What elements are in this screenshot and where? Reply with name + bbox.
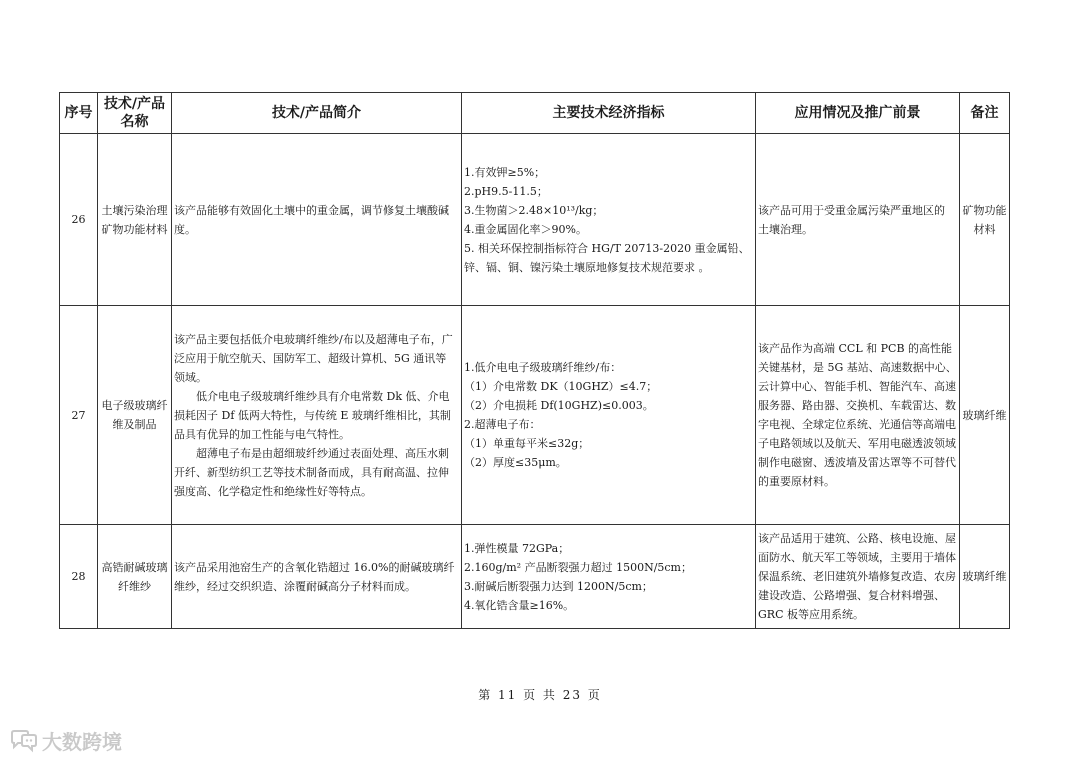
application-line: 关键基材，是 5G 基站、高速数据中心、 (758, 361, 957, 374)
application-line: GRC 板等应用系统。 (758, 608, 864, 621)
indicator-line: 1.弹性模量 72GPa； (464, 541, 570, 555)
header-name-line1: 技术/产品 (103, 96, 166, 112)
row-name-line1: 电子级玻璃纤 (101, 399, 168, 412)
row-indicators (462, 525, 756, 629)
application-line: 子电路领域以及航天、军用电磁透波领域 (758, 437, 956, 450)
indicator-line: （1）介电常数 DK（10GHZ）≤4.7； (464, 380, 658, 393)
indicator-line: 4.氧化锆含量≥16%。 (464, 598, 575, 612)
header-name-line2: 名称 (120, 114, 149, 130)
indicator-line: 3.耐碱后断裂强力达到 1200N/5cm； (464, 579, 653, 593)
intro-line: 领域。 (174, 370, 207, 384)
row-intro (172, 306, 462, 525)
watermark-text: 大数跨境 (42, 730, 122, 754)
indicator-line: 4.重金属固化率＞90%。 (464, 222, 587, 236)
indicator-line: （2）介电损耗 Df(10GHZ)≤0.003。 (464, 399, 654, 412)
chat-bubble-logo-icon (8, 729, 38, 753)
indicator-line: 1.低介电电子级玻璃纤维纱/布： (464, 361, 622, 374)
table-header-row (60, 93, 1010, 134)
intro-line: 该产品采用池窑生产的含氧化锆超过 16.0%的耐碱玻璃纤 (174, 560, 455, 574)
indicator-line: 1.有效钾≥5%； (464, 165, 546, 179)
header-application: 应用情况及推广前景 (756, 93, 960, 134)
application-line: 该产品作为高端 CCL 和 PCB 的高性能 (758, 342, 953, 355)
intro-line: 该产品主要包括低介电玻璃纤维纱/布以及超薄电子布，广 (174, 332, 453, 346)
header-indicators: 主要技术经济指标 (462, 93, 756, 134)
row-seq: 27 (60, 306, 98, 525)
table-row (60, 134, 1010, 306)
table-row (60, 306, 1010, 525)
row-seq: 26 (60, 134, 98, 306)
remark-line1: 玻璃纤维 (962, 408, 1007, 422)
application-line: 字电视、全球定位系统、光通信等高端电 (758, 418, 956, 431)
intro-line: 超薄电子布是由超细玻纤纱通过表面处理、高压水刺 (174, 446, 449, 460)
intro-line: 开纤、新型纺织工艺等技术制备而成，具有耐高温、拉伸 (174, 465, 449, 479)
page-number-footer: 第 11 页 共 23 页 (478, 688, 602, 702)
indicator-line: （2）厚度≤35μm。 (464, 456, 567, 469)
technology-table (59, 92, 1010, 629)
row-remark (960, 525, 1010, 629)
intro-line: 度。 (174, 222, 196, 236)
row-remark (960, 306, 1010, 525)
indicator-line: 锌、镉、铜、镍污染土壤原地修复技术规范要求 。 (464, 260, 710, 274)
remark-line2: 材料 (973, 222, 996, 236)
row-intro (172, 134, 462, 306)
application-line: 面防水、航天军工等领域，主要用于墙体 (758, 551, 956, 564)
row-name-line2: 矿物功能材料 (101, 222, 168, 236)
indicator-line: 3.生物菌＞2.48×10¹³/kg； (464, 203, 604, 217)
row-name (98, 525, 172, 629)
row-name-line1: 高锆耐碱玻璃 (101, 560, 168, 574)
application-line: 云计算中心、智能手机、智能汽车、高速 (758, 380, 956, 393)
row-remark (960, 134, 1010, 306)
indicator-line: （1）单重每平米≤32g； (464, 437, 590, 450)
row-application (756, 306, 960, 525)
row-application (756, 134, 960, 306)
intro-line: 损耗因子 Df 低两大特性，与传统 E 玻璃纤维相比，其制 (174, 408, 451, 422)
application-line: 该产品可用于受重金属污染严重地区的 (758, 203, 945, 217)
application-line: 的重要原材料。 (758, 475, 835, 488)
indicator-line: 2.160g/m² 产品断裂强力超过 1500N/5cm； (464, 560, 692, 574)
row-name-line2: 维及制品 (112, 418, 157, 431)
intro-line: 泛应用于航空航天、国防军工、超级计算机、5G 通讯等 (174, 351, 447, 365)
application-line: 制作电磁窗、透波墙及雷达罩等不可替代 (758, 456, 956, 469)
row-indicators (462, 134, 756, 306)
watermark (8, 726, 122, 755)
indicator-line: 2.超薄电子布： (464, 418, 541, 431)
row-indicators (462, 306, 756, 525)
application-line: 保温系统、老旧建筑外墙修复改造、农房 (758, 570, 956, 583)
application-line: 该产品适用于建筑、公路、核电设施、屋 (758, 532, 956, 545)
application-line: 土壤治理。 (758, 222, 813, 236)
header-seq: 序号 (60, 93, 98, 134)
intro-line: 强度高、化学稳定性和绝缘性好等特点。 (174, 484, 372, 498)
intro-line: 低介电电子级玻璃纤维纱具有介电常数 Dk 低、介电 (174, 389, 450, 403)
header-remark: 备注 (960, 93, 1010, 134)
intro-line: 该产品能够有效固化土壤中的重金属，调节修复土壤酸碱 (174, 203, 449, 217)
intro-line: 品具有优异的加工性能与电气特性。 (174, 427, 350, 441)
header-name (98, 93, 172, 134)
row-name (98, 306, 172, 525)
intro-line: 维纱，经过交织织造、涂覆耐碱高分子材料而成。 (174, 579, 416, 593)
remark-line1: 玻璃纤维 (962, 570, 1007, 583)
indicator-line: 2.pH9.5-11.5； (464, 184, 548, 198)
row-name-line2: 纤维纱 (118, 579, 151, 593)
application-line: 建设改造、公路增强、复合材料增强、 (758, 589, 945, 602)
table-row (60, 525, 1010, 629)
indicator-line: 5. 相关环保控制指标符合 HG/T 20713-2020 重金属铅、 (464, 241, 750, 255)
remark-line1: 矿物功能 (962, 203, 1007, 217)
row-name-line1: 土壤污染治理 (101, 203, 168, 217)
row-application (756, 525, 960, 629)
application-line: 服务器、路由器、交换机、车载雷达、数 (758, 399, 956, 412)
row-intro (172, 525, 462, 629)
row-seq: 28 (60, 525, 98, 629)
row-name (98, 134, 172, 306)
header-intro: 技术/产品简介 (172, 93, 462, 134)
